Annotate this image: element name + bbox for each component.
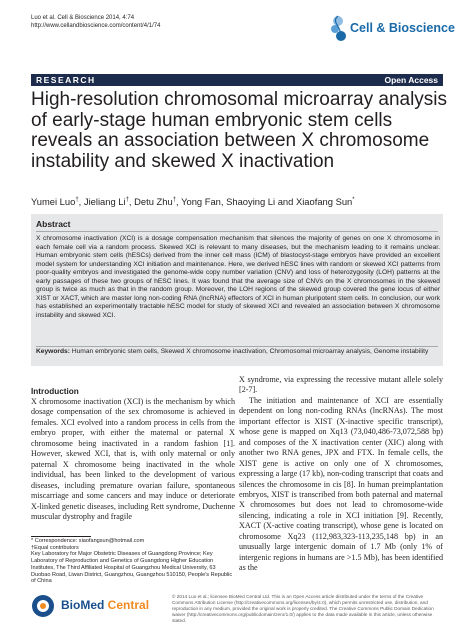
author-name: Jieliang Li (83, 196, 126, 207)
correspondence-note: * Correspondence: xiaofangsun@hotmail.com (31, 538, 145, 544)
body-column-right (239, 375, 443, 574)
journal-logo-icon (327, 13, 349, 43)
open-access-label: Open Access (384, 75, 438, 85)
author-name: Yumei Luo (31, 196, 76, 207)
license-text: © 2014 Luo et al.; licensee BioMed Central Ltd. This is an Open Access article distributed under the terms of the Creative Commons Attribution License (http://creativecommons.org/licenses/by/4.0), which permits unrestricted use, distribution, and reproduction in any medium, provided the original work is properly credited. The Creative Commons Public Domain Dedication waiver (http://creativecommons.org/publicdomain/zero/1.0/) applies to the data made available in this article, unless otherwise stated. (172, 594, 434, 624)
article-title: High-resolution chromosomal microarray analysis of early-stage human embryonic stem cells reveals an association between X chromosome instability and skewed X inactivation (31, 89, 448, 172)
citation-header (31, 14, 160, 30)
intro-paragraph-1: X chromosome inactivation (XCI) is the mechanism by which dosage compensation of the sex chromosome is achieved in females. XCI evolved into a random process in cells from the embryo proper, with either the maternal or paternal X chromosome being inactivated in a random fashion [1]. However, skewed XCI, that is, with only maternal or only paternal X chromosome being inactivated in the whole individual, has been linked to the development of various diseases, including premature ovarian failure, spontaneous miscarriage and some cancers and may induce or deteriorate X-linked genetic diseases, including Rett syndrome, Duchenne muscular dystrophy and fragile (31, 397, 235, 521)
journal-logo (327, 11, 455, 49)
article-type-label: RESEARCH (36, 75, 96, 85)
author-sup: * (352, 196, 355, 203)
publisher-logo (31, 594, 171, 618)
author-name: Yong Fan (181, 196, 221, 207)
affiliation-note: Key Laboratory for Major Obstetric Diseases of Guangdong Province; Key Laboratory of Reproduction and Genetics of Guangdong Higher Education Institutes, The Third Affiliated Hospital of Guangzhou Medical University, 63 Duobao Road, Liwan District, Guangzhou, Guangzhou 510150, People's Republic of China (31, 551, 233, 585)
author-sup: † (172, 196, 177, 203)
publisher-name-accent: Central (104, 598, 150, 612)
abstract-box (31, 214, 443, 366)
footnotes (31, 538, 235, 585)
section-heading-introduction: Introduction (31, 387, 79, 396)
footnote-divider (31, 536, 91, 537)
body-column-left (31, 386, 235, 522)
keywords-divider (36, 346, 438, 347)
author-name: Detu Zhu (134, 196, 173, 207)
equal-contributors-note: †Equal contributors (31, 544, 79, 551)
biomed-central-icon (31, 594, 57, 618)
keywords-label: Keywords: (36, 348, 70, 355)
intro-paragraph-2: The initiation and maintenance of XCI are essentially dependent on long non-coding RNAs (lncRNAs). The most important effector is XIST (X-inactive specific transcript), whose gene is mapped on Xq13 (73,040,486-73,072,588 bp) and composes of the X inactivation center (XIC) along with another two RNA genes, JPX and FTX. In female cells, the XIST gene is active on only one of X chromosomes, expressing a large (17 kb), non-coding transcript that coats and silences the chromosome in cis [8]. In human preimplantation embryos, XIST is transcribed from both paternal and maternal X chromosomes but does not lead to chromosome-wide silencing, indicating a role in XCI initiation [9]. Recently, XACT (X-active coating transcript), whose gene is located on chromosome Xq23 (112,983,323-113,235,148 bp) in an unusually large intergenic domain of 1.7 Mb (only 1% of intergenic regions in humans are >1.5 Mb), has been identified as the (239, 395, 443, 573)
keywords-text: Human embryonic stem cells, Skewed X chromosome inactivation, Chromosomal microarray analysis, Genome instability (71, 348, 429, 355)
author-sup: † (125, 196, 129, 203)
citation-line-1: Luo et al. Cell & Bioscience 2014, 4:74 (31, 15, 135, 21)
abstract-heading: Abstract (36, 219, 71, 229)
author-sup: † (75, 196, 79, 203)
author-list: Yumei Luo†, Jieliang Li†, Detu Zhu†, Yong Fan, Shaoying Li and Xiaofang Sun* (31, 196, 355, 207)
article-type-banner (31, 74, 443, 86)
author-name: Shaoying Li and Xiaofang Sun (226, 196, 353, 207)
publisher-logo-text (61, 598, 149, 612)
journal-logo-text: Cell & Bioscience (350, 21, 455, 35)
publisher-name-main: BioMed (61, 598, 105, 612)
intro-paragraph-1-continued: X syndrome, via expressing the recessive mutant allele solely [2-7]. (239, 375, 443, 395)
citation-url[interactable]: http://www.cellandbioscience.com/content/4/1/74 (31, 23, 161, 29)
abstract-text: X chromosome inactivation (XCI) is a dosage compensation mechanism that silences the majority of genes on one X chromosome in each female cell via a random process. Skewed XCI is relevant to many diseases, but the mechanism leading to it remains unclear. Human embryonic stem cells (hESCs) derived from the inner cell mass (ICM) of blastocyst-stage embryos have provided an excellent model system for understanding XCI initiation and maintenance. Here, we derived hESC lines with random or skewed XCI patterns from poor-quality embryos and investigated the genome-wide copy number variation (CNV) and loss of heterozygosity (LOH) patterns at the early passages of these two groups of hESC lines. It was found that the average size of CNVs on the X chromosomes in the skewed group is twice as much as that in the random group. Moreover, the LOH regions of the skewed group covered the gene locus of either XIST or XACT, which are master long non-coding RNA (lncRNA) effectors of XCI in human pluripotent stem cells. In conclusion, our work has established an experimentally tractable hESC model for study of skewed XCI and revealed an association between X chromosome instability and skewed XCI. (36, 235, 440, 319)
keywords (36, 348, 440, 357)
abstract-divider (36, 231, 438, 232)
